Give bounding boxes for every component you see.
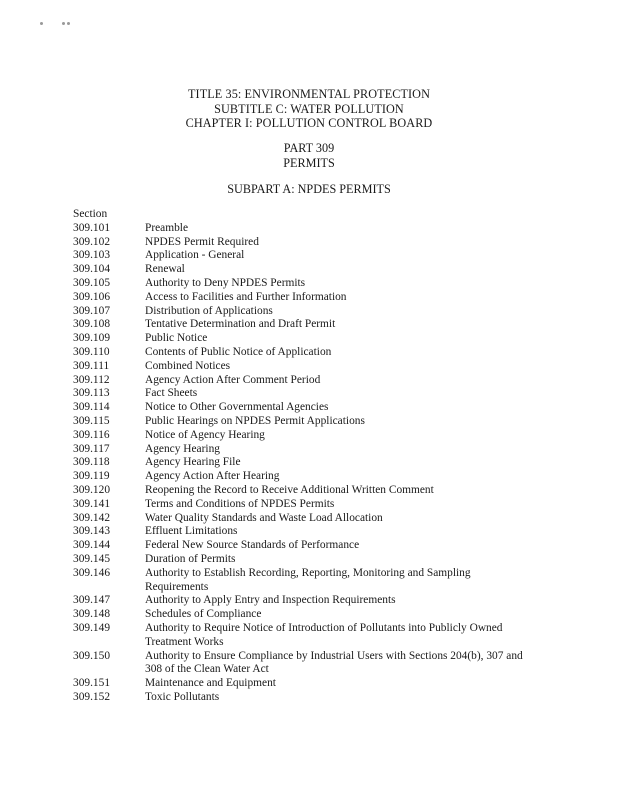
toc-row bbox=[73, 360, 573, 374]
section-title: Agency Action After Comment Period bbox=[145, 373, 321, 386]
section-column-heading: Section bbox=[73, 208, 108, 220]
section-number: 309.103 bbox=[73, 249, 111, 262]
section-title: Maintenance and Equipment bbox=[145, 677, 276, 690]
part-name: PERMITS bbox=[283, 155, 335, 170]
toc-row bbox=[73, 346, 573, 360]
section-number: 309.117 bbox=[73, 442, 110, 455]
section-title: Authority to Establish Recording, Reporting, Monitoring and Sampling Requirements bbox=[145, 566, 471, 593]
toc-row bbox=[73, 443, 573, 457]
section-number: 309.112 bbox=[73, 373, 110, 386]
section-title: Public Notice bbox=[145, 332, 208, 345]
toc-row bbox=[73, 512, 573, 526]
section-title: Access to Facilities and Further Information bbox=[145, 290, 347, 303]
section-number: 309.147 bbox=[73, 594, 111, 607]
toc-row bbox=[73, 650, 573, 678]
toc-row bbox=[73, 567, 573, 595]
toc-row bbox=[73, 429, 573, 443]
section-number: 309.109 bbox=[73, 332, 111, 345]
toc-row bbox=[73, 263, 573, 277]
toc-row bbox=[73, 470, 573, 484]
document-header bbox=[0, 87, 618, 131]
section-title: Agency Hearing bbox=[145, 442, 220, 455]
toc-row bbox=[73, 415, 573, 429]
toc-row bbox=[73, 401, 573, 415]
section-number: 309.105 bbox=[73, 276, 111, 289]
section-number: 309.113 bbox=[73, 387, 110, 400]
section-title: Authority to Ensure Compliance by Industrial Users with Sections 204(b), 307 and 308 of the Clean Water Act bbox=[145, 649, 523, 676]
toc-row bbox=[73, 291, 573, 305]
part-number: PART 309 bbox=[283, 141, 335, 155]
section-title: Reopening the Record to Receive Additional Written Comment bbox=[145, 483, 434, 496]
section-title: Notice of Agency Hearing bbox=[145, 428, 265, 441]
section-title: Terms and Conditions of NPDES Permits bbox=[145, 497, 335, 510]
section-number: 309.111 bbox=[73, 359, 110, 372]
toc-row bbox=[73, 236, 573, 250]
section-number: 309.151 bbox=[73, 677, 111, 690]
section-title: Water Quality Standards and Waste Load Allocation bbox=[145, 511, 383, 524]
section-title: Federal New Source Standards of Performance bbox=[145, 539, 360, 552]
subtitle-line: SUBTITLE C: WATER POLLUTION bbox=[214, 101, 404, 116]
toc-row bbox=[73, 318, 573, 332]
section-title: Preamble bbox=[145, 221, 189, 234]
section-title: Effluent Limitations bbox=[145, 525, 238, 538]
section-number: 309.148 bbox=[73, 608, 111, 621]
toc-row bbox=[73, 622, 573, 650]
toc-row bbox=[73, 277, 573, 291]
toc-row bbox=[73, 525, 573, 539]
toc-row bbox=[73, 374, 573, 388]
toc-row bbox=[73, 332, 573, 346]
section-title: Authority to Deny NPDES Permits bbox=[145, 276, 306, 289]
section-number: 309.141 bbox=[73, 497, 111, 510]
section-number: 309.107 bbox=[73, 304, 111, 317]
section-number: 309.118 bbox=[73, 456, 110, 469]
section-number: 309.114 bbox=[73, 401, 110, 414]
section-number: 309.152 bbox=[73, 690, 111, 703]
section-number: 309.101 bbox=[73, 221, 111, 234]
section-number: 309.144 bbox=[73, 539, 111, 552]
scan-artifact bbox=[40, 22, 70, 28]
toc-row bbox=[73, 484, 573, 498]
subpart-heading: SUBPART A: NPDES PERMITS bbox=[227, 182, 391, 196]
part-heading bbox=[0, 141, 618, 170]
toc-row bbox=[73, 553, 573, 567]
section-title: Tentative Determination and Draft Permit bbox=[145, 318, 336, 331]
chapter-line: CHAPTER I: POLLUTION CONTROL BOARD bbox=[185, 116, 433, 131]
section-title: Schedules of Compliance bbox=[145, 608, 262, 621]
toc-row bbox=[73, 222, 573, 236]
section-number: 309.102 bbox=[73, 235, 111, 248]
section-title: Application - General bbox=[145, 249, 245, 262]
section-title: Authority to Apply Entry and Inspection Requirements bbox=[145, 594, 396, 607]
toc-row bbox=[73, 387, 573, 401]
toc-row bbox=[73, 594, 573, 608]
section-title: Toxic Pollutants bbox=[145, 690, 220, 703]
toc-row bbox=[73, 608, 573, 622]
section-number: 309.149 bbox=[73, 621, 111, 634]
section-title: Contents of Public Notice of Application bbox=[145, 345, 332, 358]
section-number: 309.120 bbox=[73, 483, 111, 496]
section-number: 309.143 bbox=[73, 525, 111, 538]
section-title: Fact Sheets bbox=[145, 387, 198, 400]
toc-row bbox=[73, 691, 573, 705]
section-number: 309.146 bbox=[73, 566, 111, 579]
section-number: 309.108 bbox=[73, 318, 111, 331]
section-title: NPDES Permit Required bbox=[145, 235, 259, 248]
section-title: Agency Action After Hearing bbox=[145, 470, 280, 483]
toc-row bbox=[73, 677, 573, 691]
section-number: 309.116 bbox=[73, 428, 110, 441]
section-title: Notice to Other Governmental Agencies bbox=[145, 401, 329, 414]
section-number: 309.104 bbox=[73, 263, 111, 276]
section-number: 309.145 bbox=[73, 552, 111, 565]
section-list bbox=[73, 222, 573, 705]
section-title: Distribution of Applications bbox=[145, 304, 273, 317]
section-number: 309.150 bbox=[73, 649, 111, 662]
section-title: Combined Notices bbox=[145, 359, 231, 372]
section-title: Authority to Require Notice of Introduction of Pollutants into Publicly Owned Treatment Works bbox=[145, 621, 503, 648]
title-line: TITLE 35: ENVIRONMENTAL PROTECTION bbox=[188, 87, 430, 101]
table-of-contents bbox=[73, 208, 573, 705]
section-title: Public Hearings on NPDES Permit Applications bbox=[145, 414, 365, 427]
section-number: 309.110 bbox=[73, 345, 110, 358]
section-number: 309.106 bbox=[73, 290, 111, 303]
section-title: Duration of Permits bbox=[145, 552, 236, 565]
section-number: 309.119 bbox=[73, 470, 110, 483]
section-title: Renewal bbox=[145, 263, 185, 276]
toc-row bbox=[73, 539, 573, 553]
toc-row bbox=[73, 498, 573, 512]
section-number: 309.115 bbox=[73, 414, 110, 427]
toc-row bbox=[73, 305, 573, 319]
section-number: 309.142 bbox=[73, 511, 111, 524]
toc-row bbox=[73, 456, 573, 470]
section-title: Agency Hearing File bbox=[145, 456, 241, 469]
toc-row bbox=[73, 249, 573, 263]
